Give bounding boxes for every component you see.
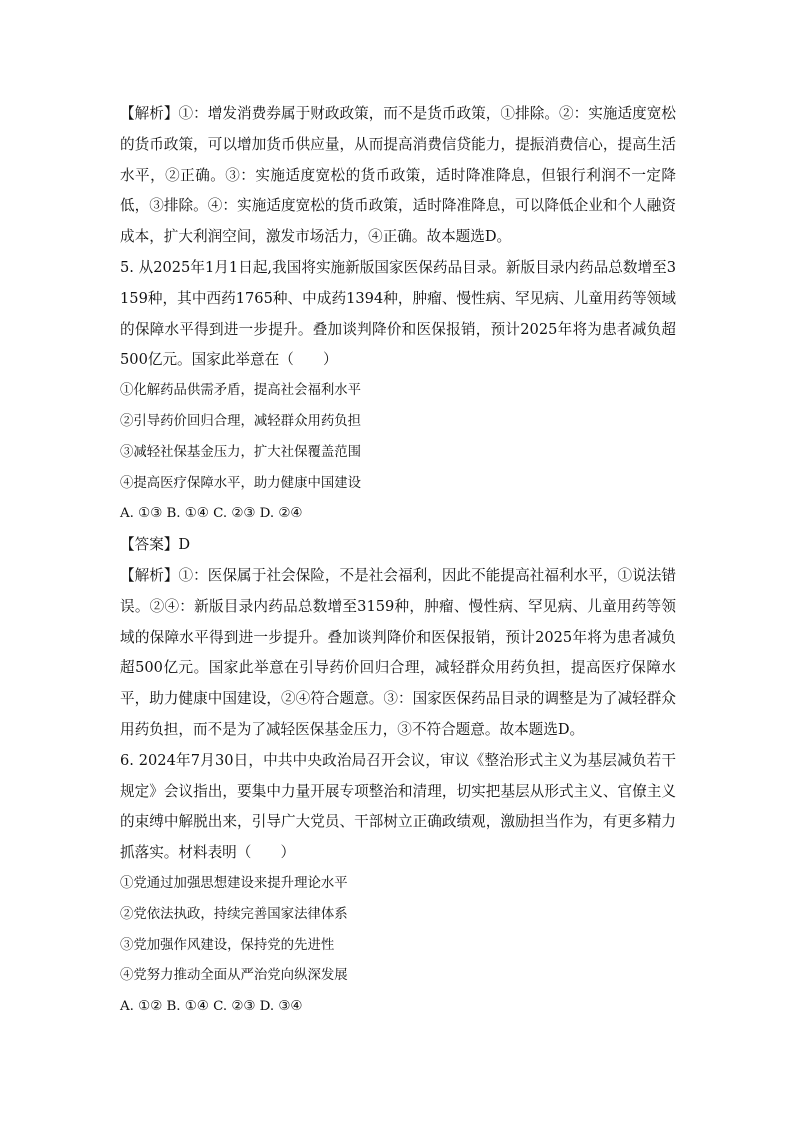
question-5-analysis — [120, 561, 676, 746]
question-5-option: ①化解药品供需矛盾，提高社会福利水平 — [120, 383, 362, 399]
question-6-option: ②党依法执政，持续完善国家法律体系 — [120, 906, 348, 922]
analysis-q4 — [120, 99, 676, 253]
question-6-choices: A. ①② B. ①④ C. ②③ D. ③④ — [120, 999, 303, 1015]
analysis-text: ①：增发消费券属于财政政策，而不是货币政策，①排除。②：实施适度宽松的货币政策，可以增加货币供应量，从而提高消费信贷能力，提振消费信心，提高生活水平，②正确。③：实施适度宽松的货币政策，适时降准降息，但银行利润不一定降低，③排除。④：实施适度宽松的货币政策，适时降准降息，可以降低企业和个人融资成本，扩大利润空间，激发市场活力，④正确。故本题选D。 — [120, 105, 676, 246]
analysis-text: ①：医保属于社会保险，不是社会福利，因此不能提高社福利水平，①说法错误。②④：新版目录内药品总数增至3159种，肿瘤、慢性病、罕见病、儿童用药等领域的保障水平得到进一步提升。叠加谈判降价和医保报销，预计2025年将为患者减负超500亿元。国家此举意在引导药价回归合理，减轻群众用药负担，提高医疗保障水平，助力健康中国建设，②④符合题意。③：国家医保药品目录的调整是为了减轻群众用药负担，而不是为了减轻医保基金压力，③不符合题意。故本题选D。 — [120, 566, 676, 738]
question-5-stem: 5. 从2025年1月1日起,我国将实施新版国家医保药品目录。新版目录内药品总数增至3159种，其中西药1765种、中成药1394种，肿瘤、慢性病、罕见病、儿童用药等领域的保障水平得到进一步提升。叠加谈判降价和医保报销，预计2025年将为患者减负超500亿元。国家此举意在（ ） — [120, 258, 676, 369]
question-6-option: ③党加强作风建设，保持党的先进性 — [120, 937, 335, 953]
answer-tag: 【答案】 — [120, 536, 179, 554]
question-5-option: ③减轻社保基金压力，扩大社保覆盖范围 — [120, 444, 362, 460]
question-5-choices: A. ①③ B. ①④ C. ②③ D. ②④ — [120, 506, 303, 522]
question-5-option: ②引导药价回归合理，减轻群众用药负担 — [120, 413, 362, 429]
question-5-option: ④提高医疗保障水平，助力健康中国建设 — [120, 475, 362, 491]
question-6-option: ①党通过加强思想建设来提升理论水平 — [120, 875, 348, 891]
analysis-tag: 【解析】 — [120, 566, 179, 584]
analysis-tag: 【解析】 — [120, 105, 179, 122]
question-6-stem: 6. 2024年7月30日，中共中央政治局召开会议，审议《整治形式主义为基层减负若干规定》会议指出，要集中力量开展专项整治和清理，切实把基层从形式主义、官僚主义的束缚中解脱出来，引导广大党员、干部树立正确政绩观，激励担当作为，有更多精力抓落实。材料表明（ ） — [120, 751, 676, 862]
document-page — [120, 99, 676, 1023]
answer-value: D — [178, 536, 191, 554]
question-5-answer — [120, 530, 676, 561]
question-6-option: ④党努力推动全面从严治党向纵深发展 — [120, 968, 348, 984]
